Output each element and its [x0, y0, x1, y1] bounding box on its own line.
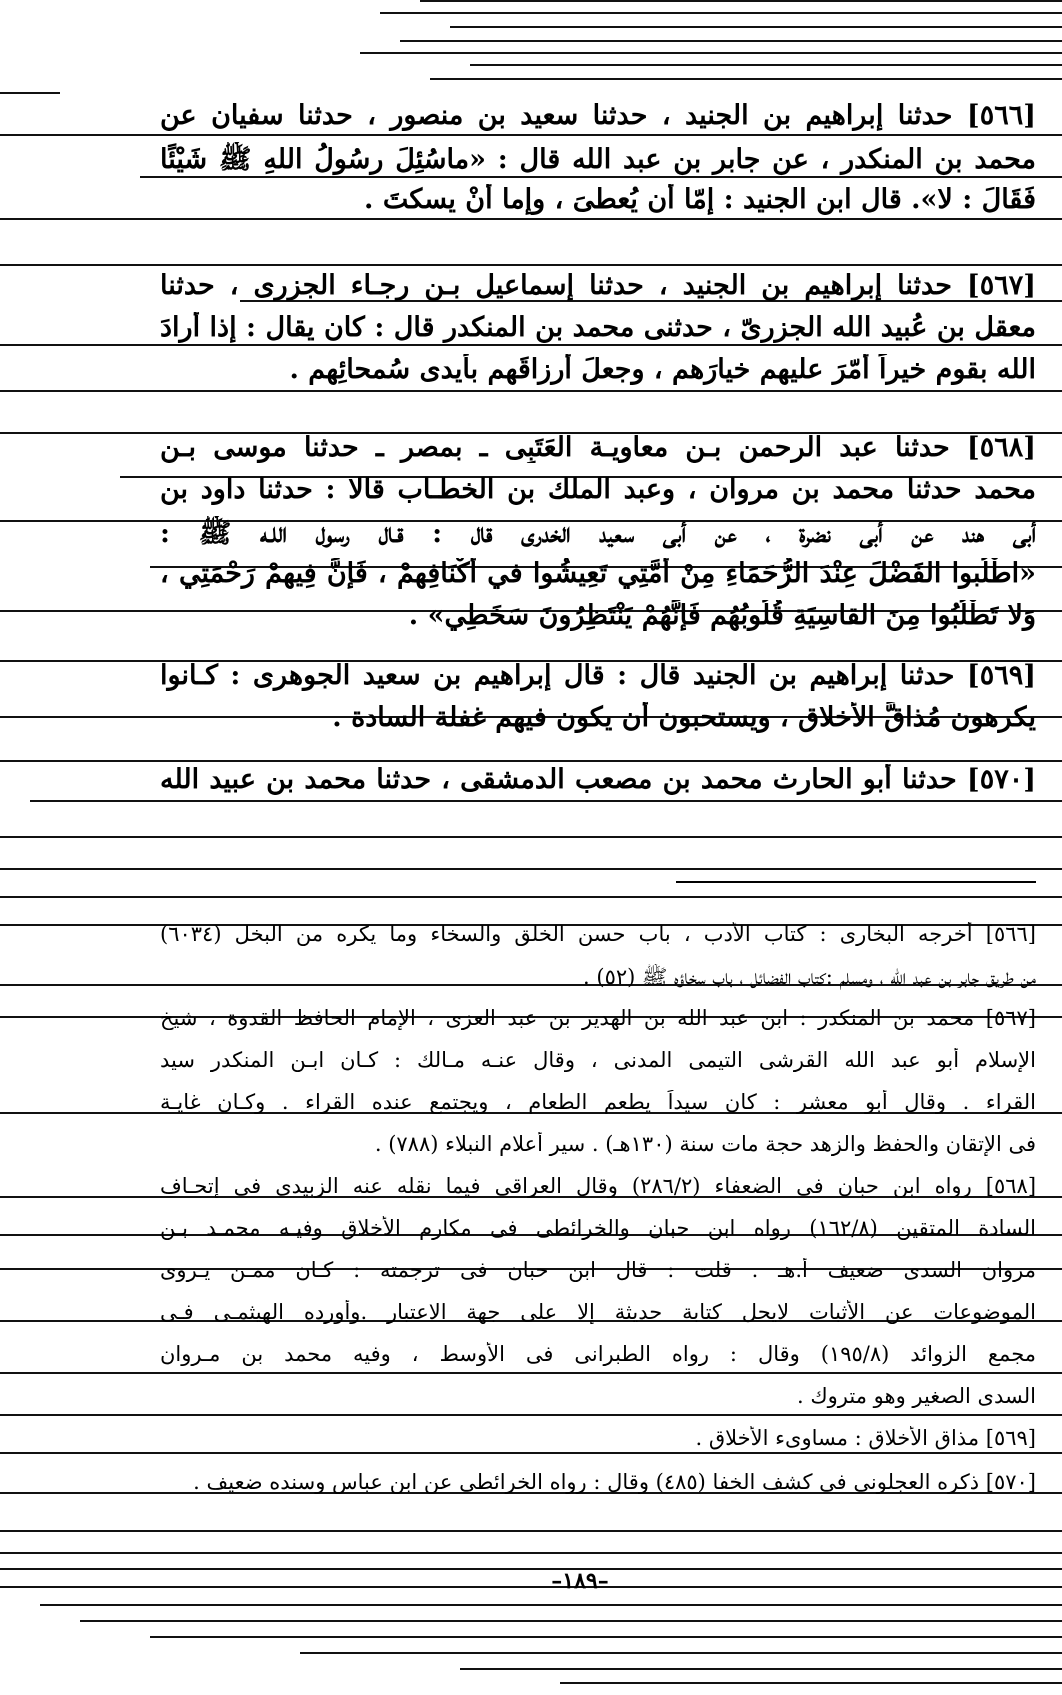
main-line: الله بقومٍ خيراً أمّرَ عليهم خيارَهم ، وجعلَ أرزاقَهم بأيدى سُمحائِهم .: [289, 354, 1036, 385]
footnote-line: [٥٧٠] ذكره العجلونى فى كشف الخفا (٤٨٥) وقال : رواه الخرائطى عن ابن عباس وسنده ضعيف .: [193, 1470, 1036, 1494]
footnote-line: [٥٦٧] محمد بن المنكدر : ابن عبد الله بن الهدير بن عبد العزى ، الإمام الحافظ القدوة ، شيخ: [160, 1006, 1036, 1030]
main-text: [160, 100, 1036, 840]
footnote-line: مجمع الزوائد (١٩٥/٨) وقال : رواه الطبرانى فى الأوسط ، وفيه محمد بن مـروان: [160, 1342, 1036, 1366]
footnote-separator: [676, 881, 1036, 883]
main-line: [٥٧٠] حدثنا أبو الحارث محمد بن مصعب الدمشقى ، حدثنا محمد بن عبيد الله: [160, 764, 1036, 795]
main-line: [٥٦٩] حدثنا إبراهيم بن الجنيد قال : قال إبراهيم بن سعيد الجوهرى : كـانوا: [160, 660, 1036, 691]
main-line: فَقَالَ : لا». قال ابن الجنيد : إمّا أن يُعطىَ ، وإما أنْ يسكتَ .: [364, 184, 1036, 215]
main-line: يكرهون مُذاقَّ الأخلاق ، ويستحبون أن يكون فيهم غفلة السادة .: [332, 702, 1036, 733]
footnote-line: السدى الصغير وهو متروك .: [797, 1384, 1036, 1408]
main-line: محمد بن المنكدر ، عن جابر بن عبد الله قال : «ماسُئِلَ رسُولُ اللهِ ﷺ شَيْئًا: [160, 144, 1036, 175]
main-line: [٥٦٨] حدثنا عبد الرحمن بـن معاويـة العَتَبِى ـ بمصر ـ حدثنا موسى بـن: [160, 432, 1036, 463]
main-line: محمد حدثنا محمد بن مروان ، وعبد الملك بن الخطـاب قالا : حدثنا داود بن: [160, 474, 1036, 505]
main-line: [٥٦٧] حدثنا إبراهيم بن الجنيد ، حدثنا إسماعيل بـن رجـاء الجزرى ، حدثنا: [160, 270, 1036, 301]
footnote-line: الإسلام أبو عبد الله القرشى التيمى المدنى ، وقال عنـه مـالك : كـان ابـن المنكدر سيد: [160, 1048, 1036, 1072]
footnote-line: [٥٦٦] أخرجه البخارى : كتاب الأدب ، باب حسن الخلق والسخاء وما يكره من البخل (٦٠٣٤): [160, 922, 1036, 946]
footnote-line: فى الإتقان والحفظ والزهد حجة مات سنة (١٣٠هـ) . سير أعلام النبلاء (٧٨٨) .: [374, 1132, 1036, 1156]
footnote-line: [٥٦٨] رواه ابن حبان فى الضعفاء (٢٨٦/٢) وقال العراقى فيما نقله عنه الزبيدى فى إتحـاف: [160, 1174, 1036, 1198]
main-line: [٥٦٦] حدثنا إبراهيم بن الجنيد ، حدثنا سعيد بن منصور ، حدثنا سفيان عن: [160, 100, 1036, 131]
page-number: –١٨٩–: [551, 1568, 609, 1594]
main-line: وَلا تَطْلُبُوا مِنَ القاسِيَةِ قُلُوبُهُم فَإنَّهُمْ يَنْتَظِرُونَ سَخَطِي» .: [408, 600, 1036, 631]
footnotes: [160, 922, 1036, 1562]
footnote-line: [٥٦٩] مذاق الأخلاق : مساوىء الأخلاق .: [695, 1426, 1036, 1450]
main-line: معقل بن عُبيد الله الجزرىّ ، حدثنى محمد بن المنكدر قال : كان يقال : إذا أرادَ: [160, 312, 1036, 343]
footnote-line: الموضوعات عن الأثبات لايحل كتابة حديثة إلا على جهة الاعتبار .وأورده الهيثمـى فـى: [160, 1300, 1036, 1324]
footnote-line: مروان السدى ضعيف أ.هـ . قلت : قال ابن حبان فى ترجمته : كـان ممـن يـروى: [160, 1258, 1036, 1282]
footnote-line: السادة المتقين (١٦٢/٨) رواه ابن حبان والخرائطى فى مكارم الأخلاق وفيـه محمـد بـن: [160, 1216, 1036, 1240]
main-line: أبى هند عن أبى نضرة ، عن أبى سعيد الخدرى قال : قـال رسول اللـه ﷺ :: [160, 518, 1036, 549]
footnote-line: القراء . وقال أبو معشر : كان سيداً يطعم الطعام ، ويجتمع عنده القراء . وكـان غايـة: [160, 1090, 1036, 1114]
main-line: «اطْلُبوا الفَضْلَ عِنْدَ الرُّحَمَاءِ مِنْ أُمَّتِي تَعِيشُوا في أكْنَافِهِمْ ، فَإنَّ فِيهِمْ رَحْمَتِي ،: [160, 558, 1036, 589]
footnote-line: من طريق جابر بن عبد الله ، ومسلم :كتاب الفضائل ، باب سخاؤه ﷺ (٥٢) .: [583, 965, 1036, 989]
